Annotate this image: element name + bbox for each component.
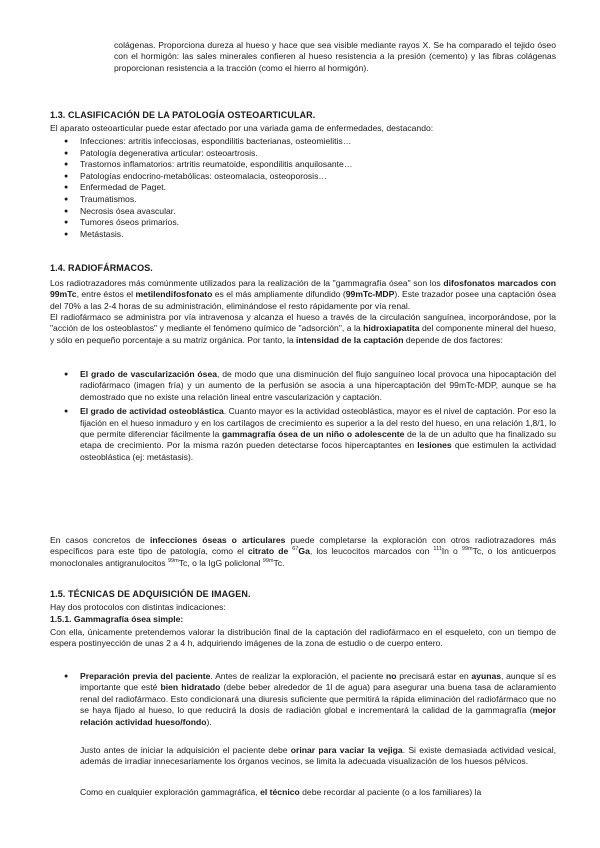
list-item: ● Metástasis. [64,229,544,241]
list-item: ● El grado de actividad osteoblástica. Cuanto mayor es la actividad osteoblástica, mayor es el nivel de captación. Por eso la fijación en el hueso inmaduro y en los cartílagos de crecimiento es superior a la del resto del hueso, en una relación 1,8/1, lo que permite diferenciar fácilmente la gammagrafía ósea de un niño o adolescente de la de un adulto que ha finalizado su etapa de crecimiento. Por la misma razón pueden detectarse focos hipercaptantes en lesiones que estimulen la actividad osteoblástica (ej: metástasis). [64,406,556,463]
simple-scan-paragraph: Con ella, únicamente pretendemos valorar la distribución final de la captación del radiofármaco en el esqueleto, con un tiempo de espera postinyección de unas 2 a 4 h, adquiriendo imágenes de la zona de estudio o de cuerpo entero. [50,627,556,649]
list-item: ● Infecciones: artritis infecciosas, espondilitis bacterianas, osteomielitis… [64,136,544,148]
technician-paragraph: Como en cualquier exploración gammagráfica, el técnico debe recordar al paciente (o a los familiares) la [80,787,482,797]
radiopharm-paragraph-3: En casos concretos de infecciones óseas o articulares puede completarse la exploración con otros radiotrazadores más específicos para este tipo de patología, como el citrato de $^{67}$Ga, los leucocitos marcados con $^{111}$In o $^{99m}$Tc, o los anticuerpos monoclonales antigranulocitos $^{99m}$Tc, o la IgG policlonal $^{99m}$Tc. [50,535,556,568]
subsection-1-5-1-heading: 1.5.1. Gammagrafía ósea simple: [50,614,184,624]
list-item: ● Patologías endocrino-metabólicas: osteomalacia, osteoporosis… [64,171,544,183]
bladder-paragraph: Justo antes de iniciar la adquisición el paciente debe orinar para vaciar la vejiga. Si existe demasiada actividad vesical, además de irradiar innecesariamente los órganos vecinos, se limita la adecuada visualización de los huesos pélvicos. [80,745,557,767]
list-item: ● Enfermedad de Paget. [64,182,544,194]
section-1-5-heading: 1.5. TÉCNICAS DE ADQUISICIÓN DE IMAGEN. [50,589,251,599]
list-item: ● Traumatismos. [64,194,544,206]
section-1-3-heading: 1.3. CLASIFICACIÓN DE LA PATOLOGÍA OSTEOARTICULAR. [50,110,316,120]
section-1-5-lead: Hay dos protocolos con distintas indicaciones: [50,602,226,612]
list-item: ● El grado de vascularización ósea, de modo que una disminución del flujo sanguíneo local provoca una hipocaptación del radiofármaco (imagen fría) y un aumento de la perfusión se asocia a una hipercaptación del 99mTc-MDP, aunque se ha demostrado que no existe una relación lineal entre vascularización y captación. [64,369,556,403]
section-1-4-heading: 1.4. RADIOFÁRMACOS. [50,263,153,273]
radiopharm-paragraph-2: El radiofármaco se administra por vía intravenosa y alcanza el hueso a través de la circulación sanguínea, incorporándose, por la "acción de los osteoblastos" y mediante el fenómeno químico de "adsorción", a la hidroxiapatita del componente mineral del hueso, y sólo en pequeño porcentaje a su matriz orgánica. Por tanto, la intensidad de la captación depende de dos factores: [50,312,556,345]
uptake-factors-list [64,369,556,466]
list-item: ● Necrosis ósea avascular. [64,206,544,218]
list-item: ● Patología degenerativa articular: osteoartrosis. [64,148,544,160]
list-item: ● Trastornos inflamatorios: artritis reumatoide, espondilitis anquilosante… [64,159,544,171]
list-item: ● Preparación previa del paciente. Antes de realizar la exploración, el paciente no precisará estar en ayunas, aunque sí es importante que esté bien hidratado (debe beber alrededor de 1l de agua) para asegurar una buena tasa de aclaramiento renal del radiofármaco. Esto condicionará una diuresis suficiente que permitirá la rápida eliminación del radiofármaco que no se haya fijado al hueso, lo que reducirá la dosis de radiación global e incrementará la calidad de la gammagrafía (mejor relación actividad hueso/fondo). [64,671,556,728]
radiopharm-paragraph-1: Los radiotrazadores más comúnmente utilizados para la realización de la "gammagrafía ósea" son los difosfonatos marcados con 99mTc, entre éstos el metilendifosfonato es el más ampliamente difundido (99mTc-MDP). Este trazador posee una captación ósea del 70% a las 2-4 horas de su administración, eliminándose el resto rápidamente por vía renal. [50,278,556,311]
pathology-list [64,136,544,240]
intro-paragraph: colágenas. Proporciona dureza al hueso y hace que sea visible mediante rayos X. Se ha comparado el tejido óseo con el hormigón: las sales minerales confieren al hueso resistencia a la presión (cemento) y las fibras colágenas proporcionan resistencia a la tracción (como el hierro al hormigón). [114,40,556,73]
list-item: ● Tumores óseos primarios. [64,217,544,229]
section-1-3-lead: El aparato osteoarticular puede estar afectado por una variada gama de enfermedades, destacando: [50,123,434,133]
preparation-list [64,671,556,731]
